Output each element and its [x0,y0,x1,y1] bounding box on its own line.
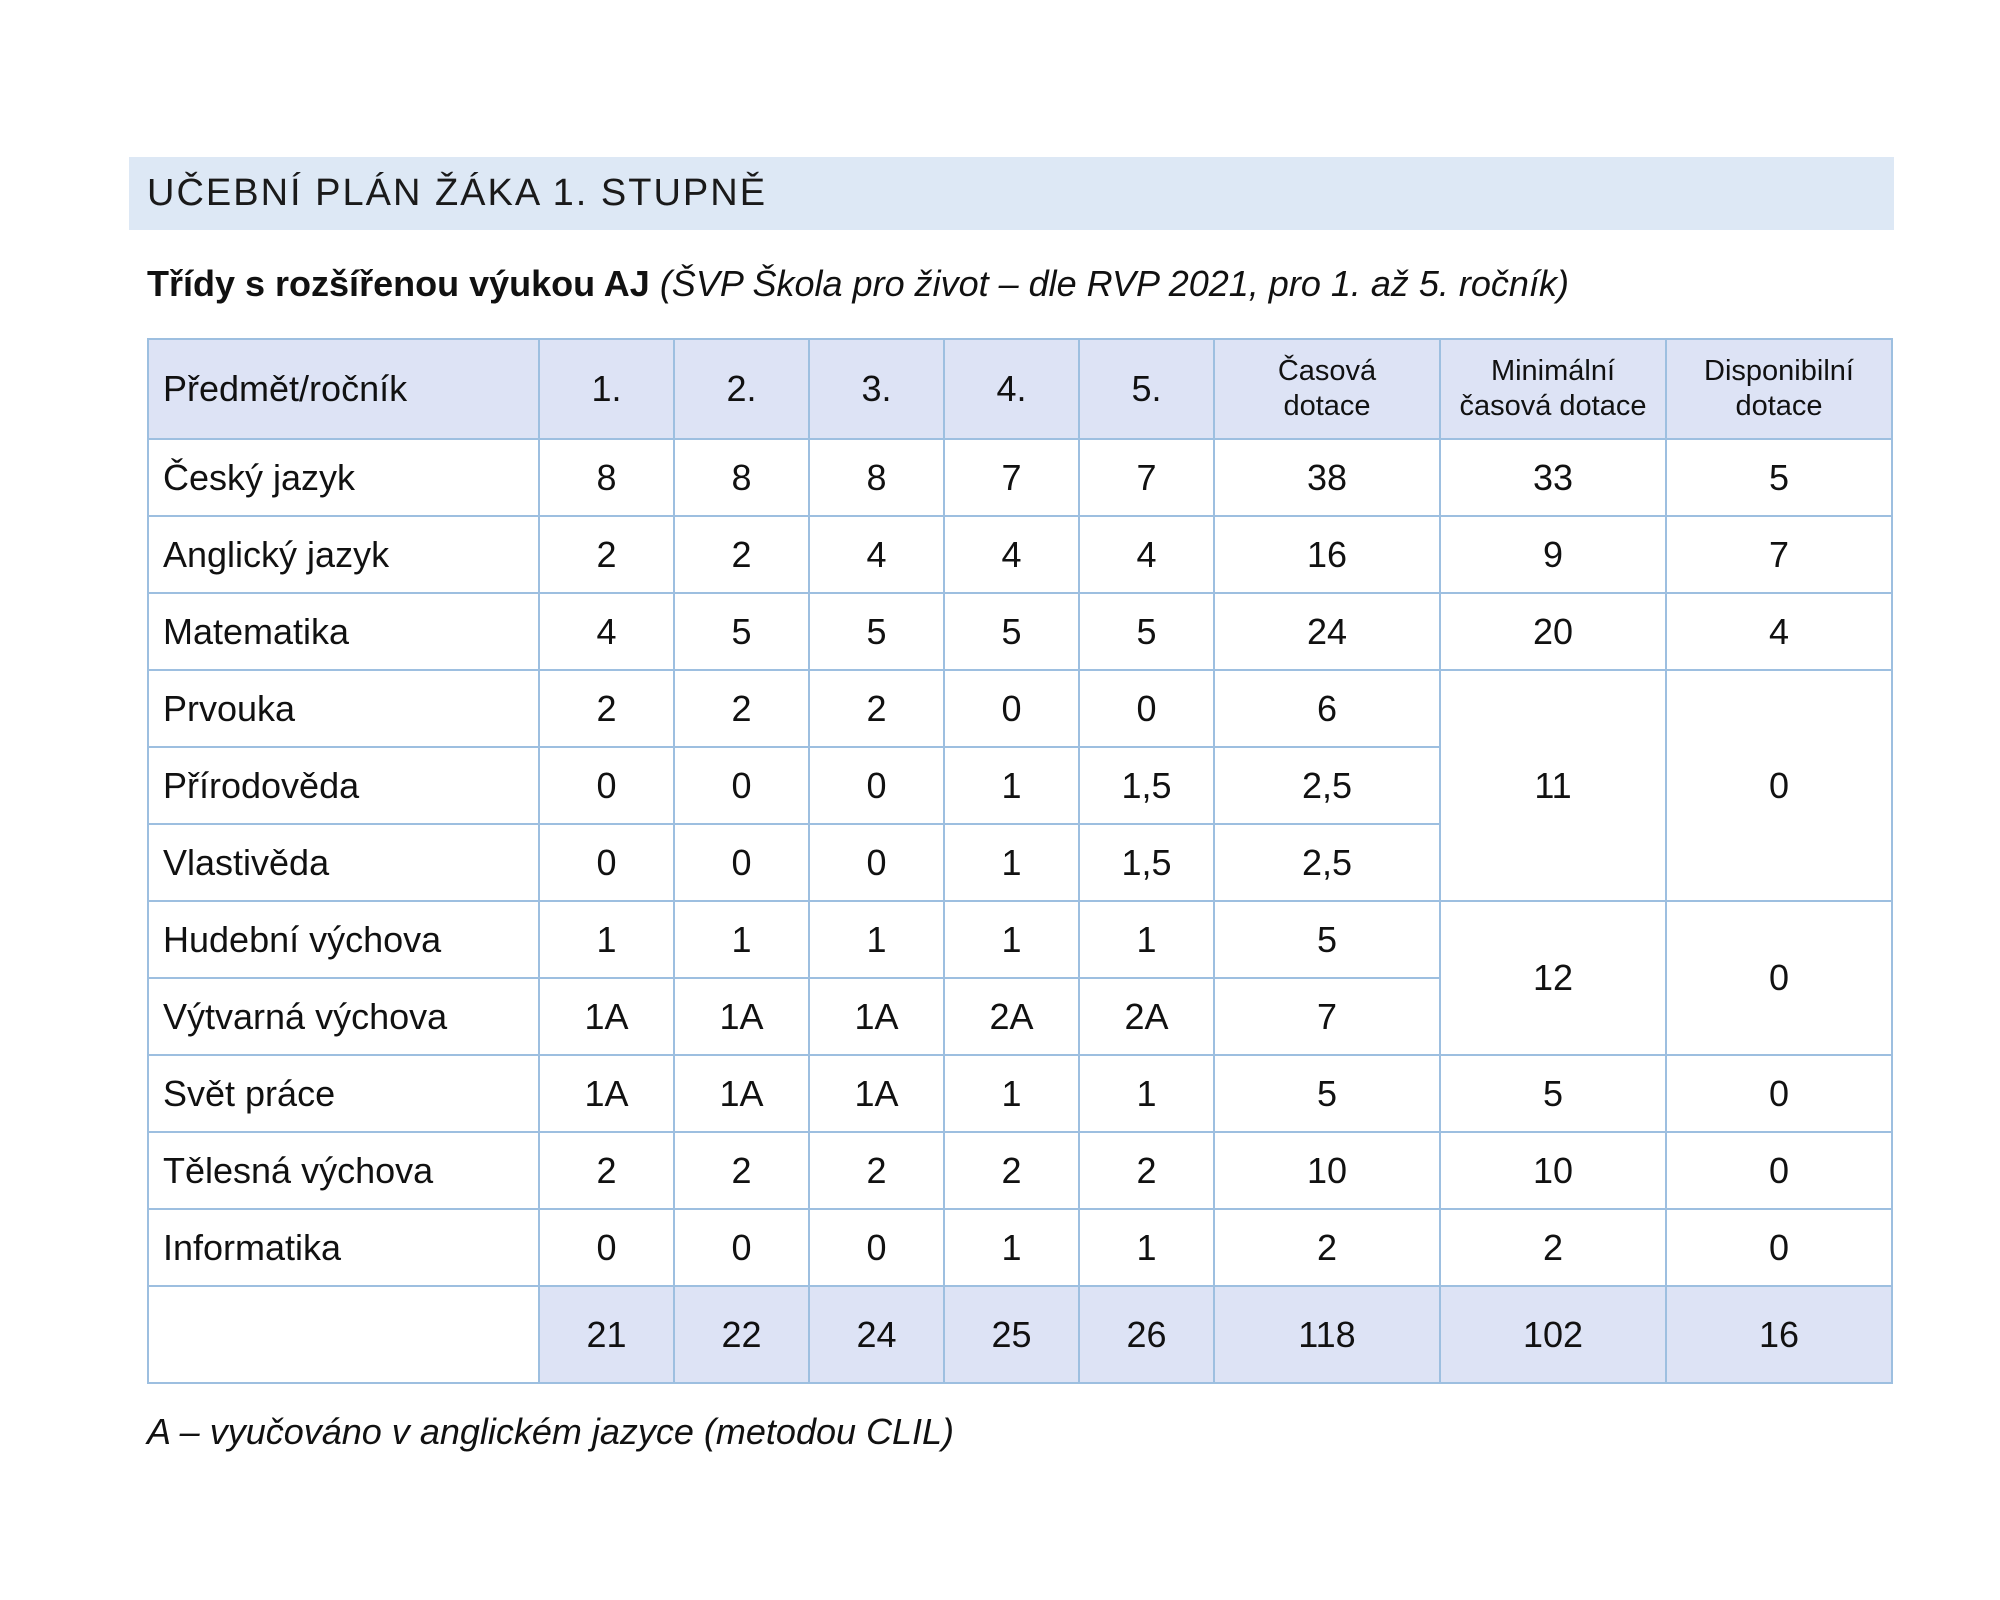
grade-cell: 1A [674,978,809,1055]
grade-cell: 0 [809,747,944,824]
grade-cell: 1 [674,901,809,978]
header-min-line1: Minimální [1490,355,1616,387]
totals-blank-cell [148,1286,539,1383]
grade-cell: 8 [539,439,674,516]
disp-cell: 0 [1666,1055,1892,1132]
grade-cell: 2 [809,1132,944,1209]
grade-cell: 1A [809,978,944,1055]
grade-cell: 8 [809,439,944,516]
grade-cell: 1 [944,747,1079,824]
min-cell: 9 [1440,516,1666,593]
table-row [148,1055,1892,1132]
grade-cell: 2A [944,978,1079,1055]
header-total-line1: Časová [1277,355,1377,387]
totals-row [148,1286,1892,1383]
grade-cell: 2 [674,670,809,747]
section-banner [129,157,1894,230]
min-cell-merged: 12 [1440,901,1666,1055]
subject-cell: Přírodověda [148,747,539,824]
grade-cell: 5 [1079,593,1214,670]
total-cell: 2,5 [1214,824,1440,901]
subject-cell: Svět práce [148,1055,539,1132]
header-grade-5: 5. [1079,339,1214,439]
subject-cell: Výtvarná výchova [148,978,539,1055]
grade-cell: 2A [1079,978,1214,1055]
min-cell: 33 [1440,439,1666,516]
table-row [148,901,1892,978]
subtitle-italic: (ŠVP Škola pro život – dle RVP 2021, pro 1. až 5. ročník) [659,263,1569,304]
grade-cell: 4 [1079,516,1214,593]
grade-cell: 0 [674,1209,809,1286]
grade-cell: 0 [539,747,674,824]
grade-cell: 7 [944,439,1079,516]
grade-cell: 2 [944,1132,1079,1209]
grade-cell: 5 [944,593,1079,670]
grade-cell: 0 [809,1209,944,1286]
subject-cell: Vlastivěda [148,824,539,901]
grade-cell: 0 [539,824,674,901]
table-row [148,1209,1892,1286]
grade-cell: 1 [539,901,674,978]
grade-cell: 1 [944,1209,1079,1286]
header-grade-2: 2. [674,339,809,439]
grade-cell: 2 [539,516,674,593]
total-cell: 2,5 [1214,747,1440,824]
grade-cell: 5 [674,593,809,670]
grade-cell: 1A [809,1055,944,1132]
disp-sum-cell: 16 [1666,1286,1892,1383]
footnote: A – vyučováno v anglickém jazyce (metodou CLIL) [147,1411,955,1452]
grade-cell: 0 [944,670,1079,747]
table-row [148,670,1892,747]
grade-total-cell: 25 [944,1286,1079,1383]
grade-total-cell: 22 [674,1286,809,1383]
table-row [148,516,1892,593]
subject-cell: Tělesná výchova [148,1132,539,1209]
grade-cell: 1 [1079,1209,1214,1286]
min-cell: 10 [1440,1132,1666,1209]
grade-cell: 4 [539,593,674,670]
grade-cell: 1A [539,978,674,1055]
table-row [148,1132,1892,1209]
grade-cell: 0 [674,824,809,901]
grade-cell: 2 [539,1132,674,1209]
subtitle-bold: Třídy s rozšířenou výukou AJ [147,263,650,304]
grade-cell: 2 [1079,1132,1214,1209]
total-cell: 24 [1214,593,1440,670]
disp-cell: 7 [1666,516,1892,593]
total-cell: 2 [1214,1209,1440,1286]
total-cell: 38 [1214,439,1440,516]
min-sum-cell: 102 [1440,1286,1666,1383]
table-subtitle [147,262,1569,306]
disp-cell: 0 [1666,1132,1892,1209]
min-cell: 2 [1440,1209,1666,1286]
grade-cell: 0 [539,1209,674,1286]
header-grade-4: 4. [944,339,1079,439]
disp-cell: 4 [1666,593,1892,670]
grade-cell: 2 [674,1132,809,1209]
header-min-line2: časová dotace [1459,390,1647,422]
disp-cell-merged: 0 [1666,670,1892,901]
grade-cell: 1 [1079,1055,1214,1132]
header-grade-3: 3. [809,339,944,439]
grade-cell: 7 [1079,439,1214,516]
grade-cell: 2 [809,670,944,747]
header-total-dotace [1214,339,1440,439]
disp-cell: 0 [1666,1209,1892,1286]
header-disp-dotace [1666,339,1892,439]
grade-total-cell: 24 [809,1286,944,1383]
disp-cell-merged: 0 [1666,901,1892,1055]
total-cell: 10 [1214,1132,1440,1209]
total-cell: 5 [1214,901,1440,978]
header-disp-line2: dotace [1735,390,1823,422]
grade-cell: 2 [539,670,674,747]
grade-cell: 4 [944,516,1079,593]
header-min-dotace [1440,339,1666,439]
header-total-line2: dotace [1283,390,1371,422]
grade-cell: 1 [1079,901,1214,978]
total-cell: 16 [1214,516,1440,593]
grade-cell: 1 [944,1055,1079,1132]
subject-cell: Matematika [148,593,539,670]
grade-cell: 1,5 [1079,747,1214,824]
table-row [148,593,1892,670]
grade-total-cell: 26 [1079,1286,1214,1383]
grade-cell: 5 [809,593,944,670]
subject-cell: Hudební výchova [148,901,539,978]
grade-total-cell: 21 [539,1286,674,1383]
grade-cell: 8 [674,439,809,516]
subject-cell: Anglický jazyk [148,516,539,593]
curriculum-table [147,338,1893,1384]
total-cell: 5 [1214,1055,1440,1132]
grade-cell: 0 [1079,670,1214,747]
grade-cell: 1 [944,824,1079,901]
grade-cell: 1,5 [1079,824,1214,901]
subject-cell: Český jazyk [148,439,539,516]
grade-cell: 2 [674,516,809,593]
grade-cell: 1A [539,1055,674,1132]
grade-cell: 0 [809,824,944,901]
table-row [148,439,1892,516]
grade-cell: 1 [809,901,944,978]
grade-cell: 1 [944,901,1079,978]
disp-cell: 5 [1666,439,1892,516]
header-grade-1: 1. [539,339,674,439]
total-cell: 6 [1214,670,1440,747]
header-disp-line1: Disponibilní [1704,355,1854,387]
grade-cell: 4 [809,516,944,593]
subject-cell: Prvouka [148,670,539,747]
grade-cell: 0 [674,747,809,824]
section-title: UČEBNÍ PLÁN ŽÁKA 1. STUPNĚ [147,172,768,214]
subject-cell: Informatika [148,1209,539,1286]
grade-cell: 1A [674,1055,809,1132]
min-cell-merged: 11 [1440,670,1666,901]
total-cell: 7 [1214,978,1440,1055]
table-header-row [148,339,1892,439]
total-sum-cell: 118 [1214,1286,1440,1383]
min-cell: 20 [1440,593,1666,670]
header-subject: Předmět/ročník [148,339,539,439]
min-cell: 5 [1440,1055,1666,1132]
